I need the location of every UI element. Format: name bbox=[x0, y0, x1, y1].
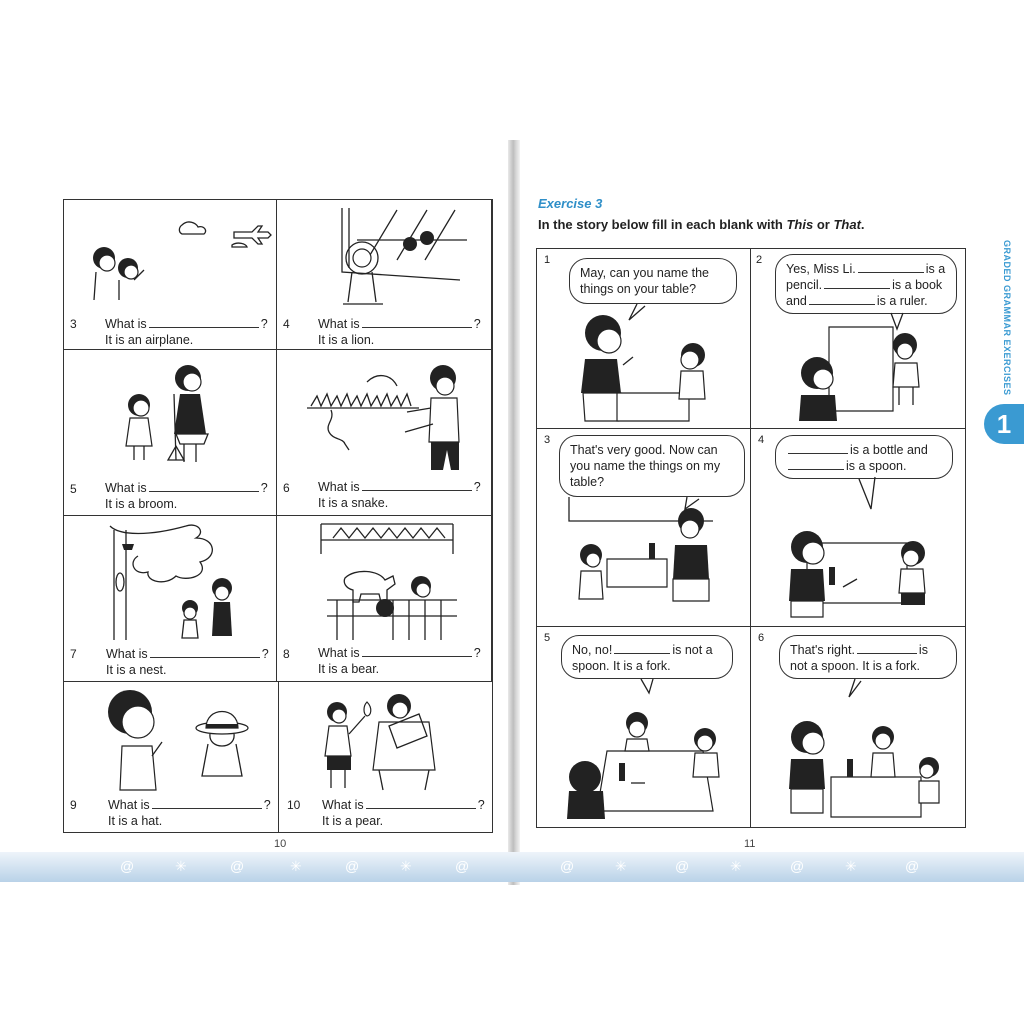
airplane-picture bbox=[64, 200, 277, 320]
swirl-icon: @ bbox=[675, 858, 690, 874]
panel-number: 1 bbox=[544, 254, 551, 266]
answer-blank[interactable] bbox=[150, 647, 260, 658]
speech-bubble: Yes, Miss Li. is a pencil. is a book and is a ruler. bbox=[775, 254, 957, 314]
question-line: What is ? bbox=[108, 798, 271, 812]
answer-line: It is a pear. bbox=[322, 814, 384, 828]
lion-picture bbox=[277, 200, 492, 320]
question-line: What is ? bbox=[318, 646, 481, 660]
question-line: What is ? bbox=[105, 481, 268, 495]
answer-line: It is an airplane. bbox=[105, 333, 194, 347]
bottle-spoon-picture bbox=[751, 429, 965, 627]
answer-blank[interactable] bbox=[149, 317, 259, 328]
story-panel-5 bbox=[537, 627, 751, 827]
sun-icon: ✳ bbox=[730, 858, 742, 874]
story-panel-2 bbox=[751, 249, 965, 429]
question-number: 9 bbox=[70, 798, 77, 812]
question-number: 5 bbox=[70, 482, 77, 496]
question-line: What is ? bbox=[318, 317, 481, 331]
answer-line: It is a nest. bbox=[106, 663, 167, 677]
page-number-left: 10 bbox=[274, 838, 287, 850]
nest-picture bbox=[64, 516, 277, 646]
story-panel-4 bbox=[751, 429, 965, 627]
book-gutter bbox=[508, 140, 520, 885]
speech-bubble: is a bottle and is a spoon. bbox=[775, 435, 953, 479]
question-number: 3 bbox=[70, 317, 77, 331]
page-number-right: 11 bbox=[744, 838, 756, 850]
swirl-icon: @ bbox=[230, 858, 245, 874]
question-number: 8 bbox=[283, 647, 290, 661]
answer-line: It is a broom. bbox=[105, 497, 178, 511]
question-cell-7 bbox=[64, 516, 277, 682]
side-tab-label: GRADED GRAMMAR EXERCISES bbox=[1002, 240, 1012, 396]
answer-line: It is a bear. bbox=[318, 662, 380, 676]
question-cell-5 bbox=[64, 350, 277, 516]
answer-blank[interactable] bbox=[362, 646, 472, 657]
answer-blank[interactable] bbox=[362, 480, 472, 491]
panel-number: 4 bbox=[758, 434, 765, 446]
sun-icon: ✳ bbox=[175, 858, 187, 874]
question-number: 6 bbox=[283, 481, 290, 495]
sun-icon: ✳ bbox=[615, 858, 627, 874]
question-cell-3 bbox=[64, 200, 277, 350]
swirl-icon: @ bbox=[120, 858, 135, 874]
swirl-icon: @ bbox=[905, 858, 920, 874]
story-panel-6 bbox=[751, 627, 965, 827]
chapter-tab: 1 bbox=[984, 404, 1024, 444]
answer-blank[interactable] bbox=[366, 798, 476, 809]
worksheet-grid bbox=[63, 199, 493, 833]
answer-line: It is a lion. bbox=[318, 333, 375, 347]
answer-blank[interactable] bbox=[362, 317, 472, 328]
pear-picture bbox=[279, 682, 492, 802]
panel-number: 5 bbox=[544, 632, 551, 644]
swirl-icon: @ bbox=[455, 858, 470, 874]
question-cell-6 bbox=[277, 350, 492, 516]
story-panel-3 bbox=[537, 429, 751, 627]
agreement-picture bbox=[751, 627, 965, 827]
sun-icon: ✳ bbox=[400, 858, 412, 874]
answer-blank[interactable] bbox=[149, 481, 259, 492]
story-panel-1 bbox=[537, 249, 751, 429]
question-cell-8 bbox=[277, 516, 492, 682]
question-number: 7 bbox=[70, 647, 77, 661]
footer-decoration bbox=[0, 852, 1024, 882]
teacher-table-picture bbox=[537, 429, 751, 627]
swirl-icon: @ bbox=[560, 858, 575, 874]
question-number: 10 bbox=[287, 798, 301, 812]
exercise-instruction: In the story below fill in each blank with This or That. bbox=[538, 217, 865, 232]
question-number: 4 bbox=[283, 317, 290, 331]
question-line: What is ? bbox=[105, 317, 268, 331]
question-line: What is ? bbox=[318, 480, 481, 494]
speech-bubble: No, no! is not a spoon. It is a fork. bbox=[561, 635, 733, 679]
hat-picture bbox=[64, 682, 279, 802]
answer-line: It is a hat. bbox=[108, 814, 163, 828]
question-line: What is ? bbox=[106, 647, 269, 661]
swirl-icon: @ bbox=[345, 858, 360, 874]
question-cell-9 bbox=[64, 682, 279, 832]
speech-bubble: That's very good. Now can you name the things on my table? bbox=[559, 435, 745, 497]
broom-picture bbox=[64, 350, 277, 480]
sun-icon: ✳ bbox=[290, 858, 302, 874]
sun-icon: ✳ bbox=[845, 858, 857, 874]
story-grid bbox=[536, 248, 966, 828]
teacher-student-picture bbox=[537, 249, 751, 429]
panel-number: 3 bbox=[544, 434, 551, 446]
student-classroom-picture bbox=[751, 249, 965, 429]
answer-line: It is a snake. bbox=[318, 496, 389, 510]
snake-picture bbox=[277, 350, 492, 480]
panel-number: 2 bbox=[756, 254, 763, 266]
answer-blank[interactable] bbox=[152, 798, 262, 809]
fork-correction-picture bbox=[537, 627, 751, 827]
question-cell-10 bbox=[279, 682, 492, 832]
speech-bubble: That's right. is not a spoon. It is a fork. bbox=[779, 635, 957, 679]
swirl-icon: @ bbox=[790, 858, 805, 874]
speech-bubble: May, can you name the things on your table? bbox=[569, 258, 737, 304]
bear-picture bbox=[277, 516, 492, 646]
exercise-title: Exercise 3 bbox=[538, 196, 603, 211]
question-cell-4 bbox=[277, 200, 492, 350]
question-line: What is ? bbox=[322, 798, 485, 812]
panel-number: 6 bbox=[758, 632, 765, 644]
